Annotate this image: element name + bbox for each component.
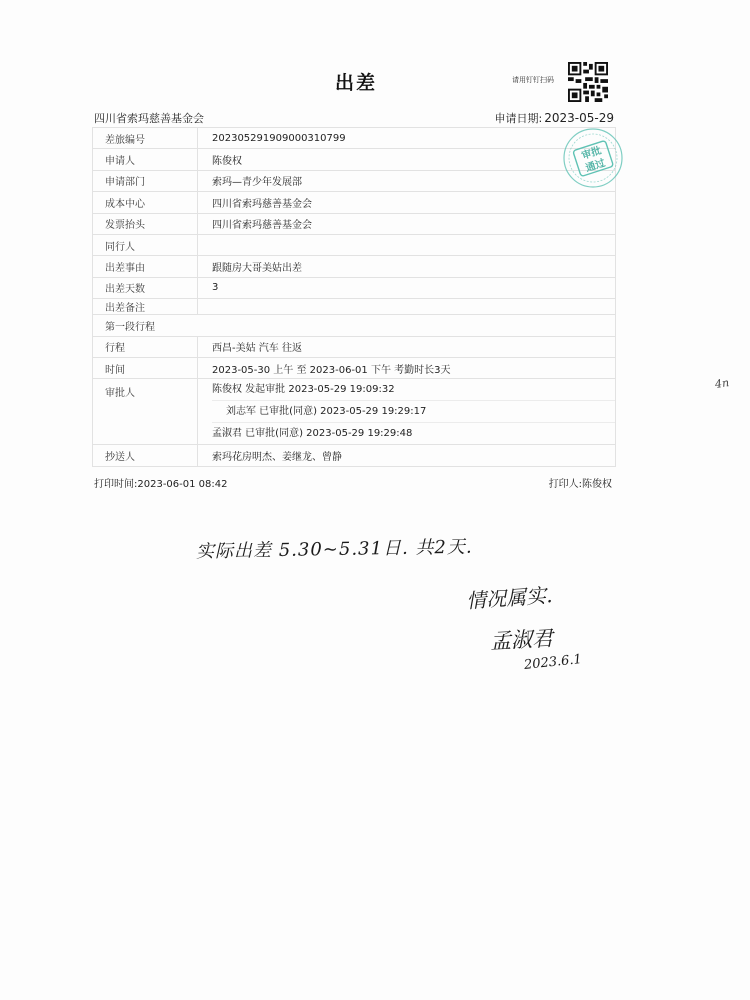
approval-stamp bbox=[554, 126, 632, 190]
row-label: 同行人 bbox=[93, 234, 198, 255]
table-row bbox=[93, 299, 616, 315]
cc-value: 索玛花房明杰、姜继龙、曾静 bbox=[198, 445, 616, 466]
row-value: 202305291909000310799 bbox=[198, 128, 616, 149]
table-row bbox=[93, 149, 616, 170]
table-row bbox=[93, 256, 616, 277]
cc-label: 抄送人 bbox=[93, 445, 198, 466]
row-label: 申请部门 bbox=[93, 170, 198, 191]
apply-date-value: 2023-05-29 bbox=[544, 111, 614, 125]
apply-date bbox=[495, 110, 614, 126]
stamp-line-1: 审批 bbox=[580, 145, 603, 163]
route-label: 行程 bbox=[93, 336, 198, 357]
table-row bbox=[93, 379, 616, 445]
row-label: 差旅编号 bbox=[93, 128, 198, 149]
row-label: 发票抬头 bbox=[93, 213, 198, 234]
print-time-label: 打印时间: bbox=[94, 479, 138, 490]
approver-line: 孟淑君 已审批(同意) 2023-05-29 19:29:48 bbox=[212, 422, 615, 444]
row-value: 3 bbox=[198, 277, 616, 298]
handwritten-signature: 孟淑君 bbox=[489, 626, 554, 654]
row-value: 跟随房大哥美姑出差 bbox=[198, 256, 616, 277]
row-value bbox=[198, 234, 616, 255]
row-label: 成本中心 bbox=[93, 192, 198, 213]
row-value: 索玛—青少年发展部 bbox=[198, 170, 616, 191]
time-value: 2023-05-30 上午 至 2023-06-01 下午 考勤时长3天 bbox=[198, 357, 616, 378]
organization-name: 四川省索玛慈善基金会 bbox=[94, 112, 204, 125]
qr-code-icon bbox=[568, 62, 608, 102]
row-value bbox=[198, 299, 616, 315]
apply-date-label: 申请日期: bbox=[494, 112, 543, 125]
handwritten-note: 实际出差 5.30~5.31日. 共2天. bbox=[195, 536, 473, 563]
row-value: 陈俊权 bbox=[198, 149, 616, 170]
printer-value: 陈俊权 bbox=[582, 479, 612, 490]
print-time bbox=[94, 475, 228, 490]
table-row bbox=[93, 213, 616, 234]
handwritten-date: 2023.6.1 bbox=[523, 652, 583, 673]
handwritten-margin-note: 4n bbox=[714, 376, 730, 391]
table-row bbox=[93, 234, 616, 255]
travel-form-table bbox=[92, 127, 616, 467]
row-value: 四川省索玛慈善基金会 bbox=[198, 192, 616, 213]
page-title: 出差 bbox=[334, 72, 377, 94]
stamp-line-2: 通过 bbox=[584, 157, 607, 175]
handwritten-verification: 情况属实. bbox=[465, 583, 554, 613]
row-label: 申请人 bbox=[93, 149, 198, 170]
printer bbox=[549, 475, 612, 490]
table-row bbox=[93, 170, 616, 191]
printer-label: 打印人: bbox=[548, 479, 582, 490]
section-title: 第一段行程 bbox=[93, 315, 616, 336]
approvers-cell bbox=[198, 379, 616, 445]
time-label: 时间 bbox=[93, 357, 198, 378]
table-row bbox=[93, 445, 616, 466]
table-row bbox=[93, 357, 616, 378]
route-value: 西昌-美姑 汽车 往返 bbox=[198, 336, 616, 357]
row-value: 四川省索玛慈善基金会 bbox=[198, 213, 616, 234]
table-row bbox=[93, 277, 616, 298]
table-row bbox=[93, 192, 616, 213]
row-label: 出差事由 bbox=[93, 256, 198, 277]
approver-line: 陈俊权 发起审批 2023-05-29 19:09:32 bbox=[212, 384, 395, 396]
table-row bbox=[93, 336, 616, 357]
row-label: 出差备注 bbox=[93, 299, 198, 315]
print-time-value: 2023-06-01 08:42 bbox=[137, 479, 228, 490]
row-label: 出差天数 bbox=[93, 277, 198, 298]
qr-caption: 请用钉钉扫码 bbox=[512, 76, 554, 84]
section-row bbox=[93, 315, 616, 336]
approvers-label: 审批人 bbox=[93, 379, 198, 445]
table-row bbox=[93, 128, 616, 149]
approver-line: 刘志军 已审批(同意) 2023-05-29 19:29:17 bbox=[212, 400, 615, 422]
